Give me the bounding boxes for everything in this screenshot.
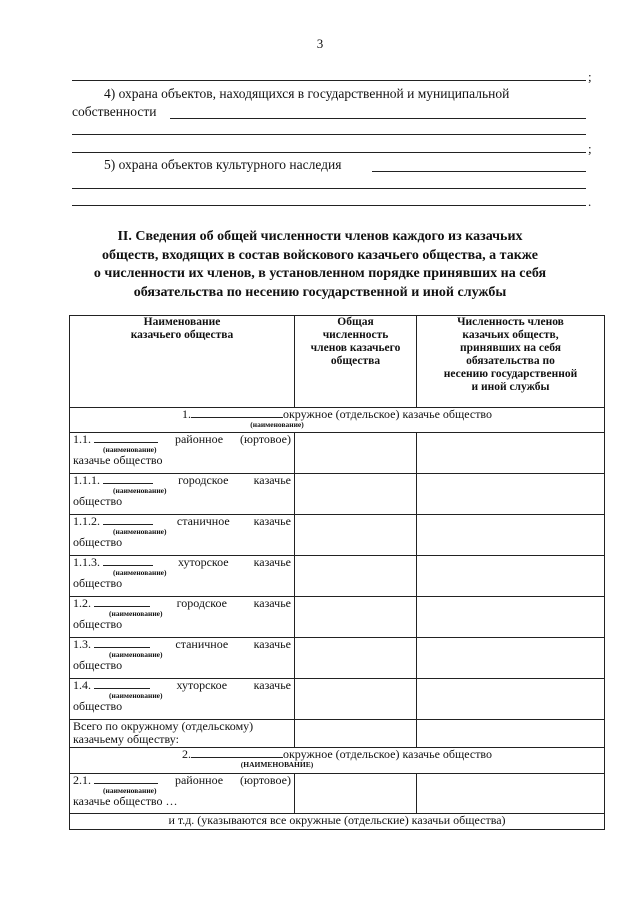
blank-line — [103, 524, 153, 525]
table-header-row — [70, 316, 605, 408]
fill-line — [72, 205, 586, 206]
group-row — [70, 408, 605, 433]
naim-caption: (наименование) — [109, 609, 163, 618]
row-number: 1.1.2. — [73, 514, 100, 528]
table-row — [70, 515, 605, 556]
total-label: казачьему обществу: — [73, 732, 179, 746]
blank-line — [94, 647, 150, 648]
total-cell[interactable] — [295, 556, 417, 597]
row-number: 1.4. — [73, 678, 91, 692]
group-number: 1. — [181, 407, 191, 421]
footer-cell: и т.д. (указываются все окружные (отдельские) казачьи общества) — [70, 814, 605, 830]
row-name-cell — [70, 774, 295, 814]
row-name-cell — [70, 679, 295, 720]
group-1-cell — [70, 408, 605, 433]
row-word: станичное — [175, 637, 229, 651]
blank-line — [103, 483, 153, 484]
fill-line — [72, 188, 586, 189]
row-tail: общество — [73, 494, 123, 508]
naim-caption: (наименование) — [113, 568, 167, 577]
row-word: хуторское — [176, 678, 228, 692]
row-word: районное — [174, 773, 224, 787]
header-line: принявших на себя — [460, 342, 561, 354]
blank-line — [94, 606, 150, 607]
header-line: обязательства по — [466, 355, 555, 367]
service-cell[interactable] — [417, 556, 605, 597]
fill-line — [72, 134, 586, 135]
row-tail: казачье общество — [73, 453, 163, 467]
row-word: районное — [174, 432, 224, 446]
section-heading — [60, 228, 580, 302]
row-word: городское — [176, 596, 227, 610]
total-cell[interactable] — [295, 515, 417, 556]
row-tail: общество — [73, 617, 123, 631]
header-line: общества — [330, 355, 381, 367]
total-cell[interactable] — [295, 774, 417, 814]
table-row — [70, 774, 605, 814]
total-row — [70, 720, 605, 748]
row-tail: казачье общество … — [73, 794, 178, 808]
page-number: 3 — [316, 36, 324, 51]
group-row — [70, 748, 605, 774]
row-name-cell — [70, 556, 295, 597]
total-cell[interactable] — [295, 720, 417, 748]
row-name-cell — [70, 433, 295, 474]
service-cell[interactable] — [417, 720, 605, 748]
row-tail: общество — [73, 576, 123, 590]
row-number: 2.1. — [73, 773, 91, 787]
heading-line: о численности их членов, в установленном порядке принявших на себя — [93, 266, 547, 281]
row-number: 1.1.1. — [73, 473, 100, 487]
total-cell[interactable] — [295, 679, 417, 720]
total-cell[interactable] — [295, 638, 417, 679]
header-total — [295, 316, 417, 408]
header-line: казачьего общества — [130, 329, 234, 341]
header-line: численность — [322, 329, 389, 341]
table-row — [70, 679, 605, 720]
header-name — [70, 316, 295, 408]
naim-caption: (наименование) — [103, 445, 157, 454]
item-5-text: 5) охрана объектов культурного наследия — [104, 157, 342, 172]
fill-line — [72, 80, 586, 81]
table-row — [70, 556, 605, 597]
semicolon: ; — [588, 141, 592, 156]
heading-line: обязательства по несению государственной и иной службы — [133, 284, 507, 300]
service-cell[interactable] — [417, 774, 605, 814]
service-cell[interactable] — [417, 679, 605, 720]
semicolon: ; — [588, 69, 592, 84]
total-cell[interactable] — [295, 597, 417, 638]
heading-line: II. Сведения об общей численности членов каждого из казачьих — [117, 229, 523, 244]
total-cell[interactable] — [295, 474, 417, 515]
table-row — [70, 433, 605, 474]
row-word: (юртовое) — [240, 432, 291, 446]
header-line: казачьих обществ, — [462, 329, 559, 341]
row-name-cell — [70, 597, 295, 638]
cossack-table — [69, 315, 605, 830]
period: . — [588, 194, 592, 209]
total-cell[interactable] — [295, 433, 417, 474]
group-label: окружное (отдельское) казачье общество — [282, 407, 493, 421]
row-word: казачье — [253, 473, 291, 487]
naim-caption: (НАИМЕНОВАНИЕ) — [240, 760, 314, 769]
row-number: 1.2. — [73, 596, 91, 610]
row-word: казачье — [253, 555, 291, 569]
naim-caption: (наименование) — [113, 527, 167, 536]
row-word: (юртовое) — [240, 773, 291, 787]
row-name-cell — [70, 515, 295, 556]
group-2-cell — [70, 748, 605, 774]
header-line: членов казачьего — [310, 342, 401, 354]
row-word: казачье — [253, 596, 291, 610]
fill-line — [170, 118, 586, 119]
blank-line — [94, 442, 158, 443]
row-number: 1.1.3. — [73, 555, 100, 569]
heading-line: обществ, входящих в состав войскового казачьего общества, а также — [102, 247, 538, 263]
row-tail: общество — [73, 699, 123, 713]
row-word: хуторское — [177, 555, 229, 569]
naim-caption: (наименование) — [109, 650, 163, 659]
header-line: и иной службы — [471, 381, 550, 393]
table-row — [70, 638, 605, 679]
service-cell[interactable] — [417, 638, 605, 679]
naim-caption: (наименование) — [103, 786, 157, 795]
item-4-text: 4) охрана объектов, находящихся в государственной и муниципальной — [104, 86, 510, 101]
header-line: Численность членов — [457, 316, 564, 328]
row-word: городское — [178, 473, 229, 487]
row-tail: общество — [73, 535, 123, 549]
row-tail: общество — [73, 658, 123, 672]
blank-line — [103, 565, 153, 566]
total-label: Всего по окружному (отдельскому) — [73, 719, 254, 733]
naim-caption: (наименование) — [109, 691, 163, 700]
table-row — [70, 474, 605, 515]
service-cell[interactable] — [417, 474, 605, 515]
row-word: казачье — [253, 514, 291, 528]
header-line: несению государственной — [443, 368, 578, 380]
row-word: казачье — [253, 678, 291, 692]
group-label: окружное (отдельское) казачье общество — [282, 747, 493, 761]
row-number: 1.3. — [73, 637, 91, 651]
blank-line — [191, 757, 283, 758]
service-cell[interactable] — [417, 597, 605, 638]
naim-caption: (наименование) — [113, 486, 167, 495]
fill-line — [372, 171, 586, 172]
row-number: 1.1. — [73, 432, 91, 446]
service-cell[interactable] — [417, 515, 605, 556]
service-cell[interactable] — [417, 433, 605, 474]
group-number: 2. — [181, 747, 191, 761]
blank-line — [94, 783, 158, 784]
row-name-cell — [70, 638, 295, 679]
fill-line — [72, 152, 586, 153]
blank-line — [94, 688, 150, 689]
naim-caption: (наименование) — [250, 420, 304, 429]
header-line: Наименование — [143, 316, 221, 328]
row-word: станичное — [176, 514, 230, 528]
header-line: Общая — [337, 316, 374, 328]
item-4-text-cont: собственности — [72, 104, 157, 119]
blank-line — [191, 417, 283, 418]
row-word: казачье — [253, 637, 291, 651]
total-label-cell — [70, 720, 295, 748]
table-row — [70, 597, 605, 638]
header-service — [417, 316, 605, 408]
row-name-cell — [70, 474, 295, 515]
footer-row — [70, 814, 605, 830]
